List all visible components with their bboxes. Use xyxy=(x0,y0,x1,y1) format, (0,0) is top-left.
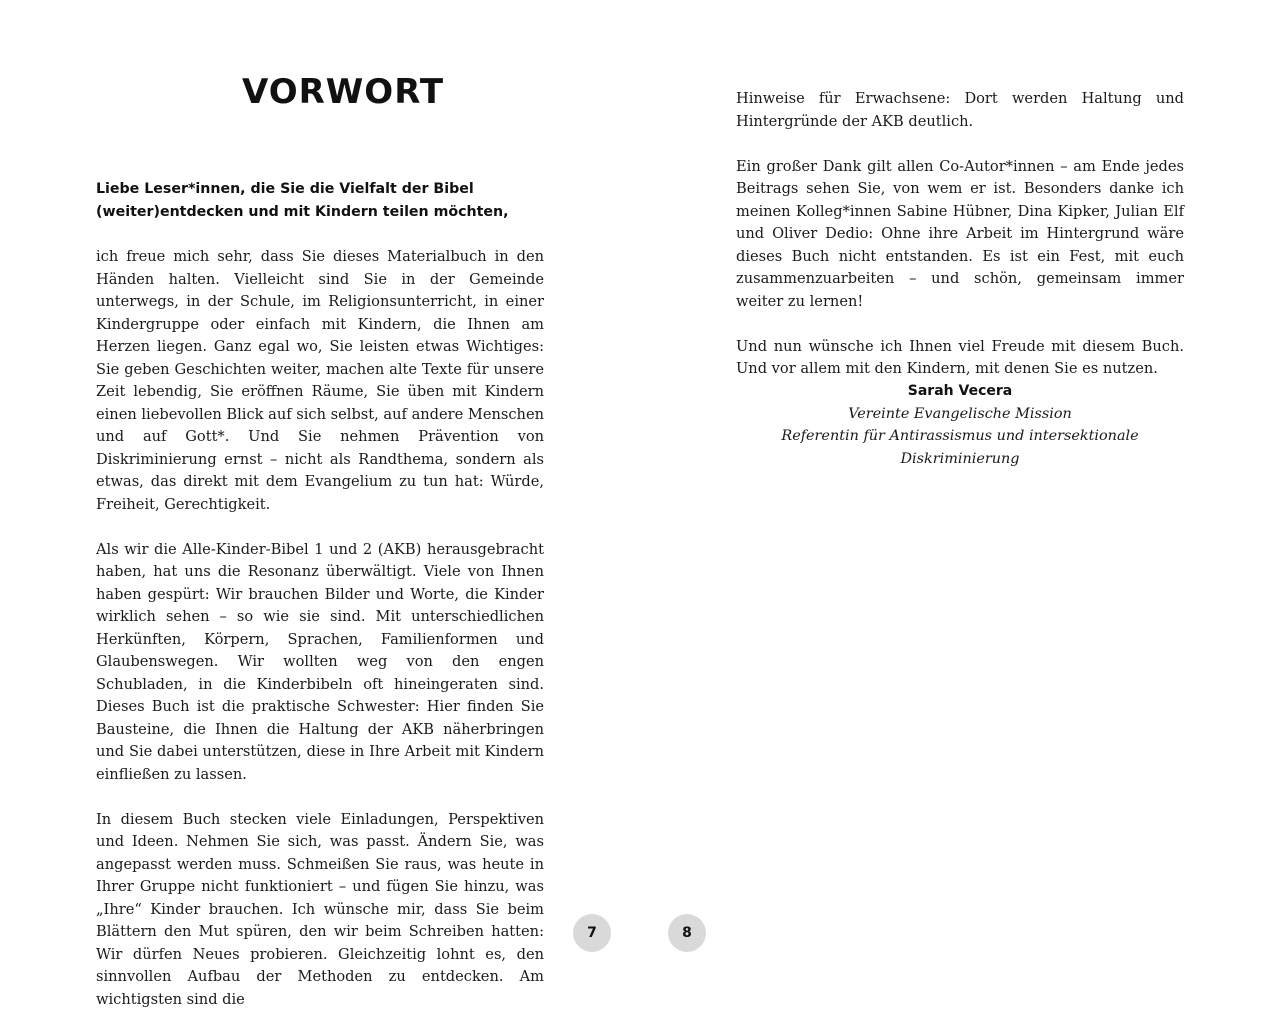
paragraph: Und nun wünsche ich Ihnen viel Freude mit diesem Buch. Und vor allem mit den Kindern, mit denen Sie es nutzen. xyxy=(736,337,1184,377)
paragraph: In diesem Buch stecken viele Einladungen, Perspektiven und Ideen. Nehmen Sie sich, was passt. Ändern Sie, was angepasst werden muss. Schmeißen Sie raus, was heute in Ihrer Gruppe nicht funktioniert – und fügen Sie hinzu, was „Ihre“ Kinder brauchen. Ich wünsche mir, dass Sie beim Blättern den Mut spüren, den wir beim Schreiben hatten: Wir dürfen Neues probieren. Gleichzeitig lohnt es, den sinnvollen Aufbau der Methoden zu entdecken. Am wichtigsten sind die xyxy=(96,810,544,1008)
paragraph: Ein großer Dank gilt allen Co-Autor*innen – am Ende jedes Beitrags sehen Sie, von wem er ist. Besonders danke ich meinen Kolleg*innen Sabine Hübner, Dina Kipker, Julian Elf und Oliver Dedio: Ohne ihre Arbeit im Hintergrund wäre dieses Buch nicht entstanden. Es ist ein Fest, mit euch zusammenzuarbeiten – und schön, gemeinsam immer weiter zu lernen! xyxy=(736,157,1184,310)
left-body-text xyxy=(96,246,544,1034)
signature-role: Referentin für Antirassismus und intersektionale Diskriminierung xyxy=(781,428,1139,467)
signature-block xyxy=(736,380,1184,470)
salutation: Liebe Leser*innen, die Sie die Vielfalt der Bibel (weiter)entdecken und mit Kindern teilen möchten, xyxy=(96,181,509,220)
signature-organization: Vereinte Evangelische Mission xyxy=(848,405,1072,422)
page-title: VORWORT xyxy=(242,72,445,112)
page-number-left: 7 xyxy=(573,914,611,952)
page-number-right: 8 xyxy=(668,914,706,952)
right-body-text xyxy=(736,88,1184,403)
paragraph: ich freue mich sehr, dass Sie dieses Materialbuch in den Händen halten. Vielleicht sind Sie in der Gemeinde unterwegs, in der Schule, im Religionsunterricht, in einer Kindergruppe oder einfach mit Kindern, die Ihnen am Herzen liegen. Ganz egal wo, Sie leisten etwas Wichtiges: Sie geben Geschichten weiter, machen alte Texte für unsere Zeit lebendig, Sie eröffnen Räume, Sie üben mit Kindern einen liebevollen Blick auf sich selbst, auf andere Menschen und auf Gott*. Und Sie nehmen Prävention von Diskriminierung ernst – nicht als Randthema, sondern als etwas, das direkt mit dem Evangelium zu tun hat: Würde, Freiheit, Gerechtigkeit. xyxy=(96,248,544,513)
paragraph: Als wir die Alle-Kinder-Bibel 1 und 2 (AKB) herausgebracht haben, hat uns die Resonanz überwältigt. Viele von Ihnen haben gespürt: Wir brauchen Bilder und Worte, die Kinder wirklich sehen – so wie sie sind. Mit unterschiedlichen Herkünften, Körpern, Sprachen, Familienformen und Glaubenswegen. Wir wollten weg von den engen Schubladen, in die Kinderbibeln oft hineingeraten sind. Dieses Buch ist die praktische Schwester: Hier finden Sie Bausteine, die Ihnen die Haltung der AKB näherbringen und Sie dabei unterstützen, diese in Ihre Arbeit mit Kindern einfließen zu lassen. xyxy=(96,540,544,783)
signature-name: Sarah Vecera xyxy=(907,383,1013,399)
paragraph: Hinweise für Erwachsene: Dort werden Haltung und Hintergründe der AKB deutlich. xyxy=(736,90,1184,130)
